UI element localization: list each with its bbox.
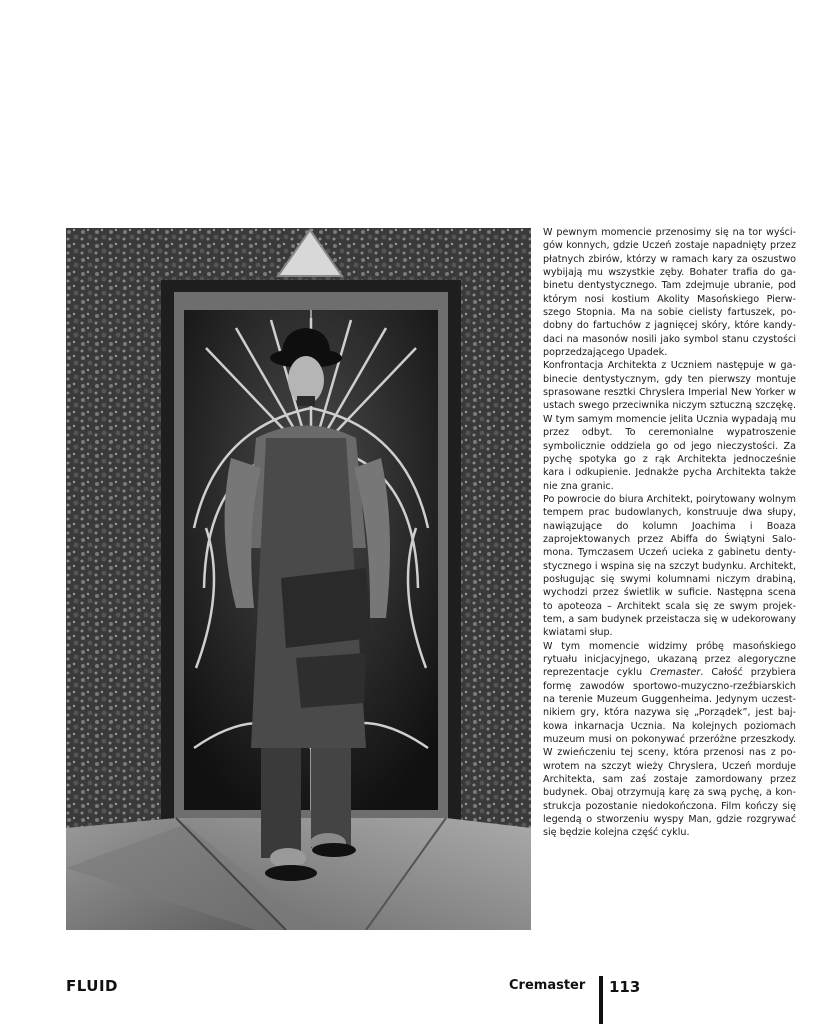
paragraph-4-text-end: . Całość przybiera formę zawodów sportowo-muzyczno-rzeźbiarskich na terenie Muzeum Guggenheima. Jedynym uczestnikiem gry, która nazywa się „Porządek”, jest bajkowa inkarnacja Ucznia. Na kolejnych poziomach muzeum musi on pokonywać przeróżne przeszkody. W zwieńczeniu tej sceny, która przenosi nas z powrotem na szczyt wieży Chryslera, Uczeń morduje Architekta, sam zaś zostaje zamordowany przez budynek. Obaj otrzymują karę za swą pychę, a konstrukcja pozostanie niedokończona. Film kończy się legendą o stworzeniu wyspy Man, gdzie rozgrywać się będzie kolejna część cyklu.: [543, 667, 796, 839]
article-text: [543, 226, 796, 840]
article-paragraph-1: W pewnym momencie przenosimy się na tor wyścigów konnych, gdzie Uczeń zostaje napadnięty przez płatnych zbirów, którzy w ramach kary za oszustwo wybijają mu wszystkie zęby. Bohater trafia do gabinetu dentystycznego. Tam zdejmuje ubranie, pod którym nosi kostium Akolity Masońskiego Pierwszego Stopnia. Ma na sobie cielisty fartuszek, podobny do fartuchów z jagnięcej skóry, które kandydaci na masonów nosili jako symbol stanu czystości poprzedzającego Upadek.: [543, 227, 796, 359]
article-paragraph-2: Konfrontacja Architekta z Uczniem następuje w gabinecie dentystycznym, gdy ten pierwszy montuje sprasowane resztki Chryslera Imperial New Yorker w ustach swego przeciwnika niczym sztuczną szczękę. W tym samym momencie jelita Ucznia wypadają mu przez odbyt. To ceremonialne wypatroszenie symbolicznie oddziela go od jego nieczystości. Za pychę spotyka go z rąk Architekta jednocześnie kara i odkupienie. Jednakże pycha Architekta także nie zna granic.: [543, 360, 796, 492]
article-paragraph-3: Po powrocie do biura Architekt, poirytowany wolnym tempem prac budowlanych, konstruuje dwa słupy, nawiązujące do kolumn Joachima i Boaza zaprojektowanych przez Abiffa do Świątyni Salomona. Tymczasem Uczeń ucieka z gabinetu dentystycznego i wspina się na szczyt budynku. Architekt, posługując się swymi kolumnami niczym drabiną, wychodzi przez świetlik w suficie. Następna scena to apoteoza – Architekt scala się ze swym projektem, a sam budynek przeistacza się w udekorowany kwiatami słup.: [543, 493, 796, 639]
page-number: 113: [609, 978, 641, 996]
footer-divider: [599, 976, 603, 1024]
section-title: Cremaster: [509, 978, 586, 993]
cremaster-italic: Cremaster: [650, 667, 701, 679]
paragraph-4-text-start: W tym momencie widzimy próbę masońskiego rytuału inicjacyjnego, ukazaną przez alegoryczne reprezentacje cyklu: [543, 640, 796, 679]
magazine-logo: FLUID: [66, 977, 118, 995]
article-paragraph-4: [543, 640, 796, 840]
article-photo: [66, 228, 531, 930]
